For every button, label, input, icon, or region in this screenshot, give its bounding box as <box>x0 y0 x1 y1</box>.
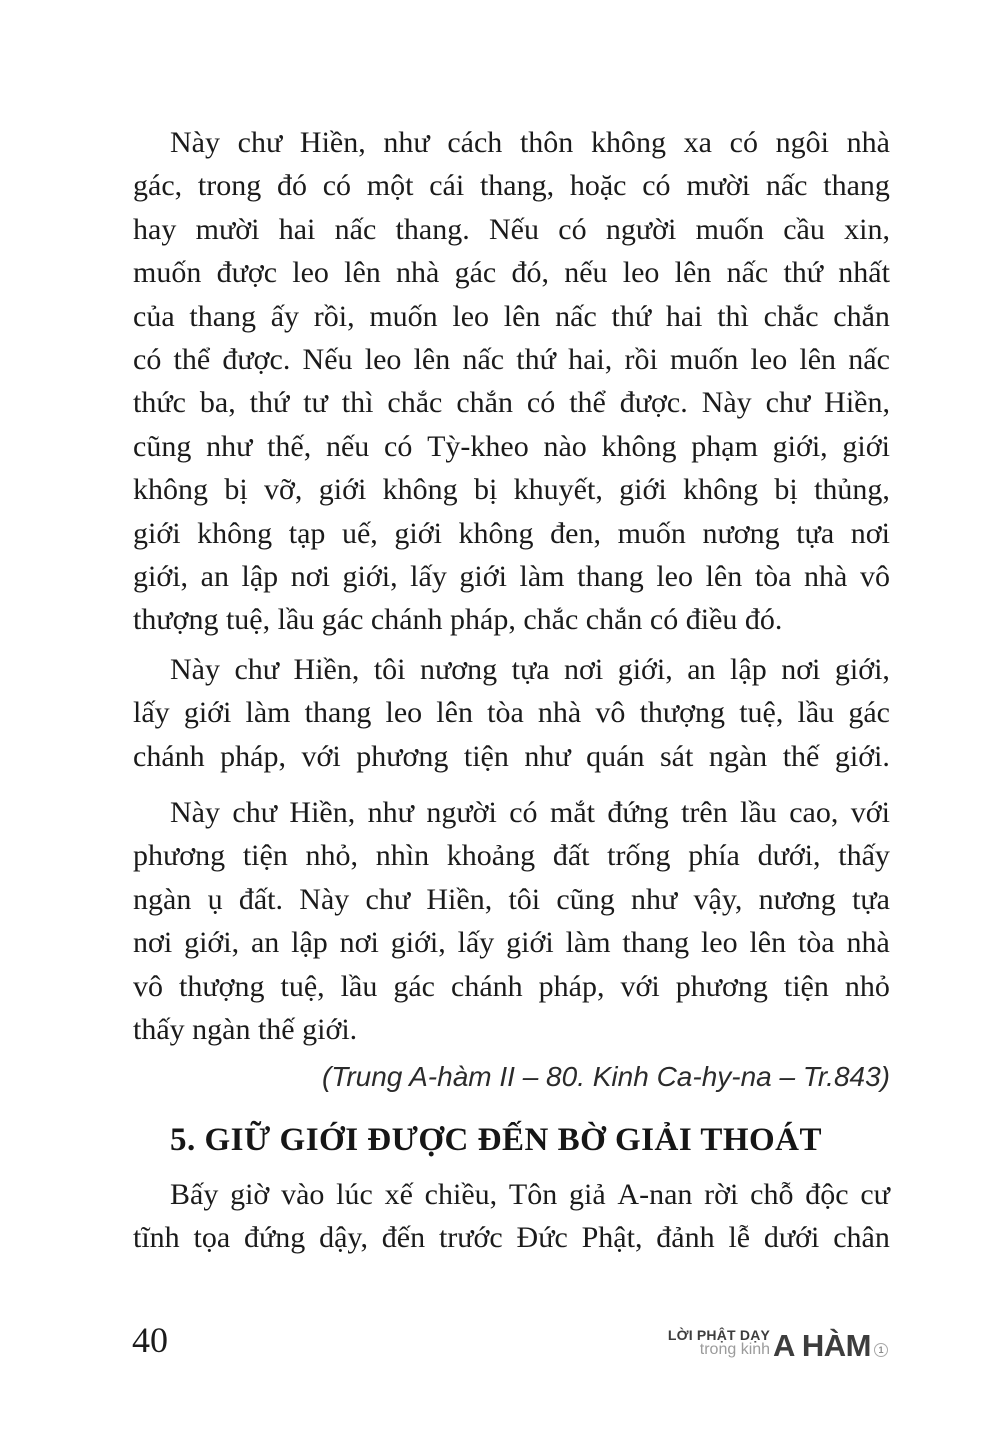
text-line: Này chư Hiền, tôi nương tựa nơi giới, an lập nơi giới, <box>170 653 890 686</box>
text-line: của thang ấy rồi, muốn leo lên nấc thứ hai thì chắc chắn <box>133 299 890 333</box>
logo-tagline-top: LỜI PHẬT DẠY <box>667 1327 771 1343</box>
text-line: muốn được leo lên nhà gác đó, nếu leo lên nấc thứ nhất <box>133 256 890 290</box>
text-line: thượng tuệ, lầu gác chánh pháp, chắc chắn có điều đó. <box>133 603 783 637</box>
text-line: thức ba, thứ tư thì chắc chắn có thể được. Này chư Hiền, <box>133 386 890 420</box>
section-heading: 5. GIỮ GIỚI ĐƯỢC ĐẾN BỜ GIẢI THOÁT <box>170 1122 823 1158</box>
body-paragraph-3 <box>133 791 890 1051</box>
text-line: vô thượng tuệ, lầu gác chánh pháp, với phương tiện nhỏ <box>133 969 890 1003</box>
text-line: giới, an lập nơi giới, lấy giới làm thang leo lên tòa nhà vô <box>133 559 890 593</box>
page-number: 40 <box>132 1320 168 1360</box>
text-line: hay mười hai nấc thang. Nếu có người muốn cầu xin, <box>133 212 890 246</box>
body-paragraph-4 <box>133 1173 890 1260</box>
text-line: lấy giới làm thang leo lên tòa nhà vô thượng tuệ, lầu gác <box>133 696 890 730</box>
body-paragraph-2 <box>133 648 890 778</box>
text-line: phương tiện nhỏ, nhìn khoảng đất trống phía dưới, thấy <box>133 839 890 873</box>
text-line: ngàn ụ đất. Này chư Hiền, tôi cũng như vậy, nương tựa <box>133 882 890 916</box>
citation-line: (Trung A-hàm II – 80. Kinh Ca-hy-na – Tr.843) <box>321 1061 890 1092</box>
logo-tagline-bottom: trong kinh <box>699 1341 771 1358</box>
text-line: Này chư Hiền, như cách thôn không xa có ngôi nhà <box>170 126 890 159</box>
logo-title: A HÀM <box>773 1328 871 1363</box>
logo-taglines <box>668 1329 770 1358</box>
text-line: Bấy giờ vào lúc xế chiều, Tôn giả A-nan rời chỗ độc cư <box>170 1178 890 1211</box>
text-line: tĩnh tọa đứng dậy, đến trước Đức Phật, đảnh lễ dưới chân <box>133 1221 890 1255</box>
text-line: cũng như thế, nếu có Tỳ-kheo nào không phạm giới, giới <box>133 429 890 463</box>
text-line: Này chư Hiền, như người có mắt đứng trên lầu cao, với <box>170 796 890 829</box>
text-line: thấy ngàn thế giới. <box>133 1012 358 1046</box>
text-line: giới không tạp uế, giới không đen, muốn nương tựa nơi <box>133 516 890 550</box>
text-line: không bị vỡ, giới không bị khuyết, giới không bị thủng, <box>133 473 890 507</box>
publisher-logo <box>667 1327 888 1363</box>
text-line: có thể được. Nếu leo lên nấc thứ hai, rồi muốn leo lên nấc <box>133 342 890 376</box>
text-line: chánh pháp, với phương tiện như quán sát ngàn thế giới. <box>133 739 890 773</box>
body-paragraph-1 <box>133 121 890 642</box>
text-line: gác, trong đó có một cái thang, hoặc có mười nấc thang <box>133 169 890 203</box>
volume-badge-icon: 1 <box>874 1343 888 1357</box>
text-line: nơi giới, an lập nơi giới, lấy giới làm thang leo lên tòa nhà <box>133 926 890 960</box>
